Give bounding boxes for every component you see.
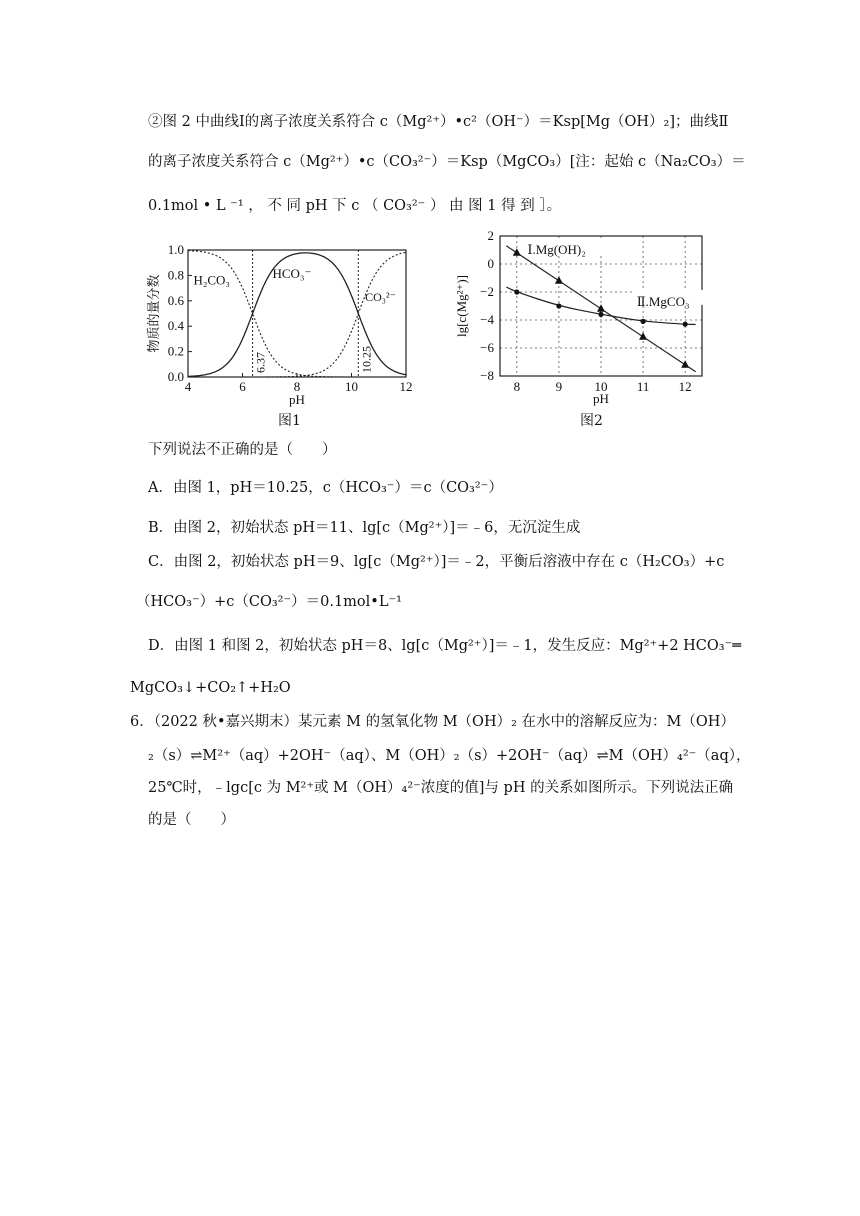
x-axis-label: pH <box>593 391 609 406</box>
x-tick-label: 4 <box>184 379 192 394</box>
y-tick-label: 0.8 <box>167 267 184 283</box>
intro-line-2: 的离子浓度关系符合 c（Mg²⁺）•c（CO₃²⁻）＝Ksp（MgCO₃）[注：起始 c（Na₂CO₃）＝ <box>148 154 746 170</box>
label-mgoh2: Ⅰ.Mg(OH)₂ <box>527 242 586 258</box>
x-tick-label: 12 <box>399 379 413 394</box>
option-c-line-2: （HCO₃⁻）+c（CO₃²⁻）＝0.1mol•L⁻¹ <box>136 594 402 610</box>
y-tick-label: −2 <box>480 284 494 299</box>
figure-1-caption: 图1 <box>278 413 301 429</box>
label-hco3: HCO₃⁻ <box>272 265 312 281</box>
point-mgoh2 <box>513 248 521 256</box>
x-axis-label: pH <box>289 392 305 407</box>
x-tick-label: 11 <box>636 379 650 394</box>
option-a: A．由图 1，pH＝10.25，c（HCO₃⁻）＝c（CO₃²⁻） <box>148 480 503 496</box>
y-tick-label: 0.6 <box>167 292 184 308</box>
figure-1 <box>140 232 430 421</box>
point-mgco3 <box>598 312 603 317</box>
q6-line-2: ₂（s）⇌M²⁺（aq）+2OH⁻（aq）、M（OH）₂（s）+2OH⁻（aq）⇌M（OH）₄²⁻（aq）， <box>148 748 751 764</box>
x-tick-label: 10 <box>594 379 608 394</box>
y-tick-label: −4 <box>480 312 494 327</box>
x-tick-label: 6 <box>239 379 246 394</box>
x-tick-label: 12 <box>678 379 692 394</box>
pka-annotation: 10.25 <box>359 346 374 373</box>
x-tick-label: 8 <box>293 379 301 394</box>
y-axis-label: 物质的量分数 <box>146 274 161 353</box>
y-axis-label: lg[c(Mg²⁺)] <box>454 274 469 338</box>
y-tick-label: 0.2 <box>167 343 184 359</box>
figure-1-chart <box>140 232 430 417</box>
x-tick-label: 10 <box>345 379 358 394</box>
y-tick-label: −8 <box>480 368 494 383</box>
label-mgco3: Ⅱ.MgCO₃ <box>636 294 690 309</box>
q6-line-3: 25℃时，﹣lgc[c 为 M²⁺或 M（OH）₄²⁻浓度的值]与 pH 的关系如图所示。下列说法正确 <box>148 780 734 796</box>
x-tick-label: 8 <box>513 379 521 394</box>
y-tick-label: 0.0 <box>167 369 184 384</box>
y-tick-label: 0 <box>487 256 494 271</box>
option-c-line-1: C．由图 2，初始状态 pH＝9、lg[c（Mg²⁺）]＝﹣2，平衡后溶液中存在 c（H₂CO₃）+c <box>148 554 725 570</box>
y-tick-label: 1.0 <box>167 242 184 257</box>
intro-line-1: ②图 2 中曲线Ⅰ的离子浓度关系符合 c（Mg²⁺）•c²（OH⁻）＝Ksp[Mg（OH）₂]；曲线Ⅱ <box>148 114 729 130</box>
point-mgco3 <box>683 322 688 327</box>
point-mgoh2 <box>639 332 647 340</box>
option-d-line-2: MgCO₃↓+CO₂↑+H₂O <box>130 680 291 696</box>
question-stem: 下列说法不正确的是（ ） <box>148 442 337 458</box>
point-mgoh2 <box>681 360 689 368</box>
y-tick-label: 0.4 <box>167 318 184 334</box>
q6-line-1: 6．（2022 秋•嘉兴期末）某元素 M 的氢氧化物 M（OH）₂ 在水中的溶解反应为：M（OH） <box>130 714 735 730</box>
intro-line-3: 0.1mol • L ⁻¹ ， 不 同 pH 下 c （ CO₃²⁻ ） 由 图 1 得 到 ］。 <box>148 198 562 214</box>
label-h2co3: H₂CO₃ <box>193 272 230 288</box>
option-d-line-1: D．由图 1 和图 2，初始状态 pH＝8、lg[c（Mg²⁺）]＝﹣1，发生反应：Mg²⁺+2 HCO₃⁻═ <box>148 638 741 654</box>
x-tick-label: 9 <box>555 379 563 394</box>
y-tick-label: 2 <box>487 228 494 243</box>
point-mgco3 <box>514 289 519 294</box>
option-b: B．由图 2，初始状态 pH＝11、lg[c（Mg²⁺）]＝﹣6，无沉淀生成 <box>148 520 581 536</box>
q6-line-4: 的是（ ） <box>148 812 235 828</box>
figure-2-chart <box>452 228 722 413</box>
figure-2-caption: 图2 <box>580 413 603 429</box>
point-mgco3 <box>640 319 645 324</box>
point-mgoh2 <box>555 276 563 284</box>
point-mgoh2 <box>597 304 605 312</box>
pka-annotation: 6.37 <box>253 352 268 373</box>
label-co3: CO₃²⁻ <box>365 289 396 304</box>
y-tick-label: −6 <box>480 340 494 355</box>
point-mgco3 <box>556 303 561 308</box>
figure-2 <box>452 228 722 417</box>
